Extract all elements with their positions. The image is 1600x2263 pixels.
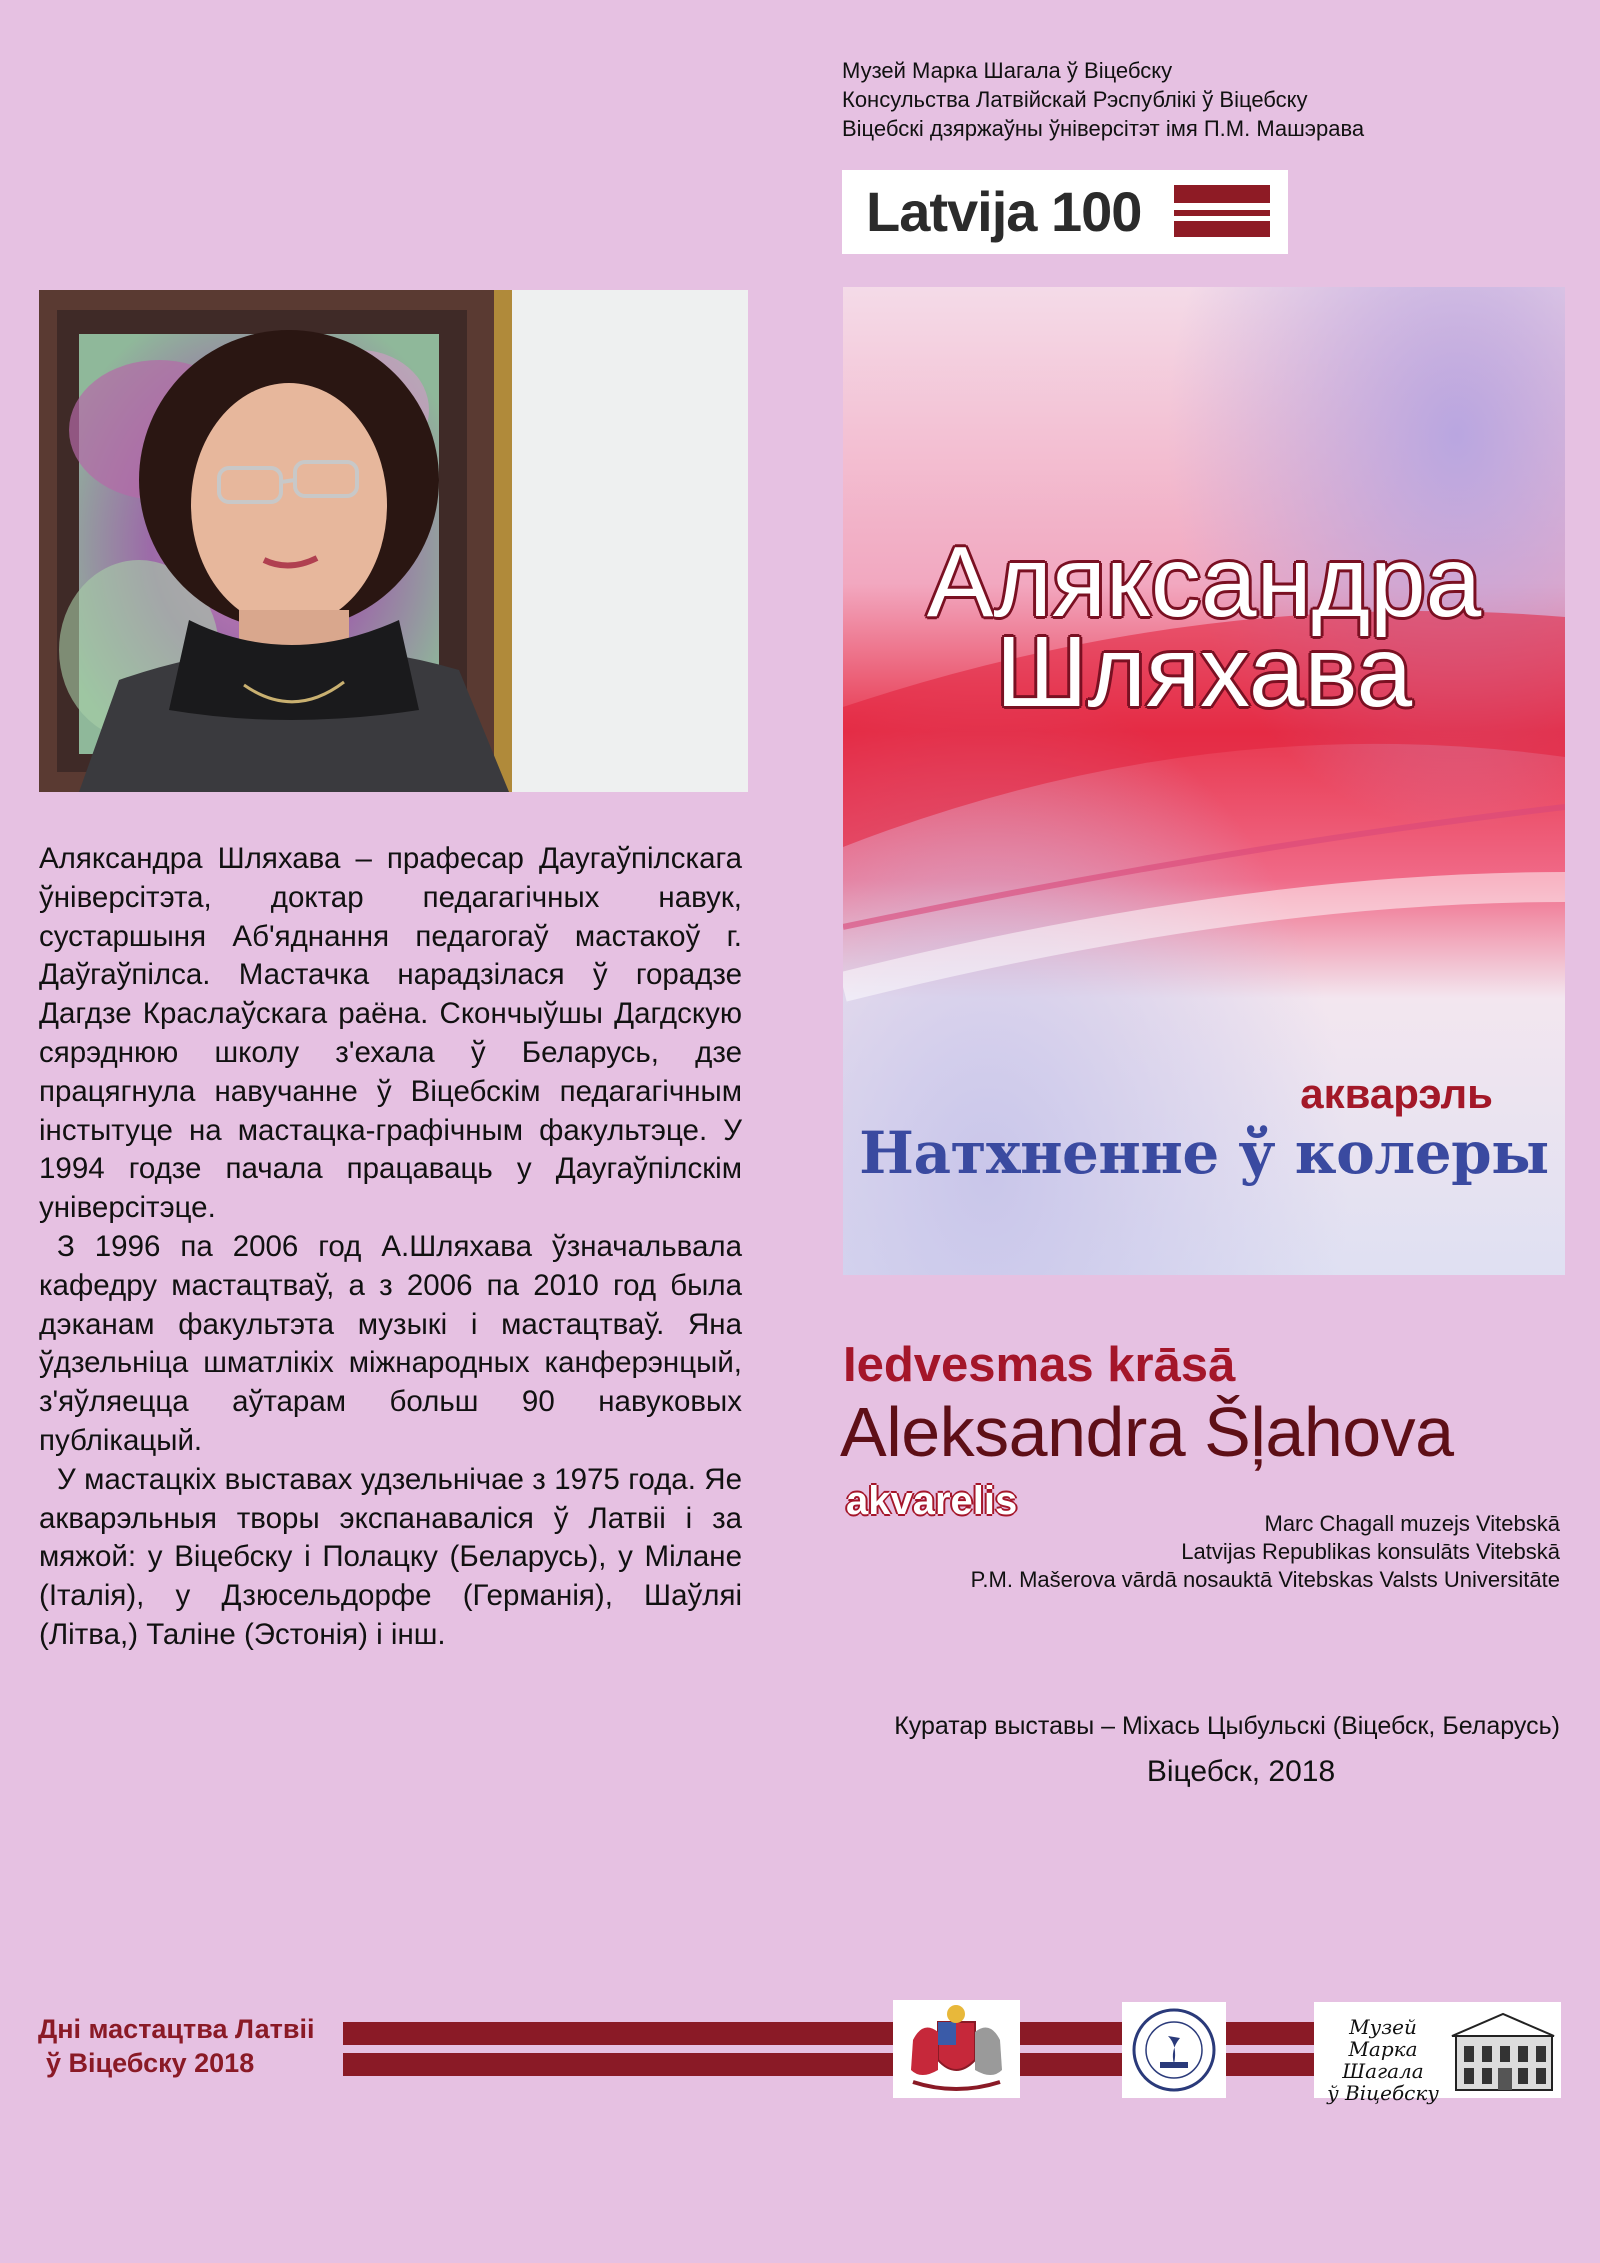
museum-building-icon (1448, 2006, 1558, 2096)
museum-logo-line: Марка Шагала (1342, 2037, 1424, 2083)
exhibition-poster (843, 287, 1565, 1275)
museum-logo-line: Музей (1349, 2015, 1417, 2039)
header-organizations (842, 56, 1542, 143)
org-line: Latvijas Republikas konsulāts Vitebskā (1181, 1539, 1560, 1564)
curator-credit: Куратар выставы – Міхась Цыбульскі (Віцебск, Беларусь) (894, 1712, 1560, 1740)
bio-paragraph: У мастацкіх выставах удзельнічае з 1975 года. Яе акварэльныя творы экспанаваліся ў Латвіі і за мяжой: у Віцебску і Полацку (Беларусь), у Мілане (Італія), у Дзюсельдорфе (Германія), Шаўляі (Літва,) Таліне (Эстонія) і інш. (39, 1462, 742, 1651)
latvian-organizations (842, 1510, 1560, 1594)
latvian-medium: akvarelis (846, 1479, 1018, 1523)
university-seal-icon (1122, 2002, 1226, 2098)
poster-title (843, 526, 1565, 728)
museum-logo-line: ў Віцебску (1327, 2081, 1439, 2105)
latvija-logo-text: Latvija 100 (866, 180, 1142, 243)
bio-paragraph: З 1996 па 2006 год А.Шляхава ўзначальвала кафедру мастацтваў, а з 2006 па 2010 год была дэканам факультэта музыкі і мастацтваў. Яна ўдзельніца шматлікіх міжнародных канферэнцый, з'яўляецца аўтарам больш 90 навуковых публікацый. (39, 1229, 742, 1457)
museum-logo-text (1320, 2016, 1446, 2104)
event-name (38, 2012, 314, 2080)
latvian-flag-icon (1174, 185, 1270, 237)
org-line: Marc Chagall muzejs Vitebskā (1264, 1511, 1560, 1536)
org-line: P.M. Mašerova vārdā nosauktā Vitebskas Valsts Universitāte (970, 1567, 1560, 1592)
org-line: Музей Марка Шагала ў Віцебску (842, 58, 1173, 83)
latvija-100-logo (842, 170, 1288, 254)
poster-title-line: Аляксандра (926, 526, 1482, 638)
bio-paragraph: Аляксандра Шляхава – прафесар Даугаўпілскага ўніверсітэта, доктар педагагічных навук, сустаршыня Аб'яднання педагогаў мастакоў г. Даўгаўпілса. Мастачка нарадзілася ў горадзе Дагдзе Краслаўскага раёна. Скончыўшы Дагдскую сярэднюю школу з'ехала ў Беларусь, дзе працягнула навучанне ў Віцебскім педагагічным інстытуце на мастацка-графічным факультэце. У 1994 годзе пачала працаваць у Даугаўпілскім універсітэце. (39, 842, 742, 1225)
artist-biography (39, 840, 742, 1655)
event-name-line: Дні мастацтва Латвіі (38, 2014, 315, 2044)
poster-subtitle: Натхненне ў колеры (859, 1119, 1549, 1187)
chagall-museum-logo (1314, 2002, 1561, 2105)
latvia-coat-of-arms-icon (893, 2000, 1020, 2098)
org-line: Віцебскі дзяржаўны ўніверсітэт імя П.М. Машэрава (842, 116, 1365, 141)
latvian-artist-name: Aleksandra Šļahova (840, 1393, 1454, 1471)
poster-title-line: Шляхава (995, 616, 1413, 728)
org-line: Консульства Латвійскай Рэспублікі ў Віцебску (842, 87, 1308, 112)
artist-portrait-photo (39, 290, 748, 792)
event-name-line: ў Віцебску 2018 (46, 2048, 255, 2078)
poster-medium: акварэль (1300, 1070, 1493, 1117)
city-year: Віцебск, 2018 (1146, 1755, 1336, 1788)
latvian-exhibition-title: Iedvesmas krāsā (843, 1338, 1236, 1392)
